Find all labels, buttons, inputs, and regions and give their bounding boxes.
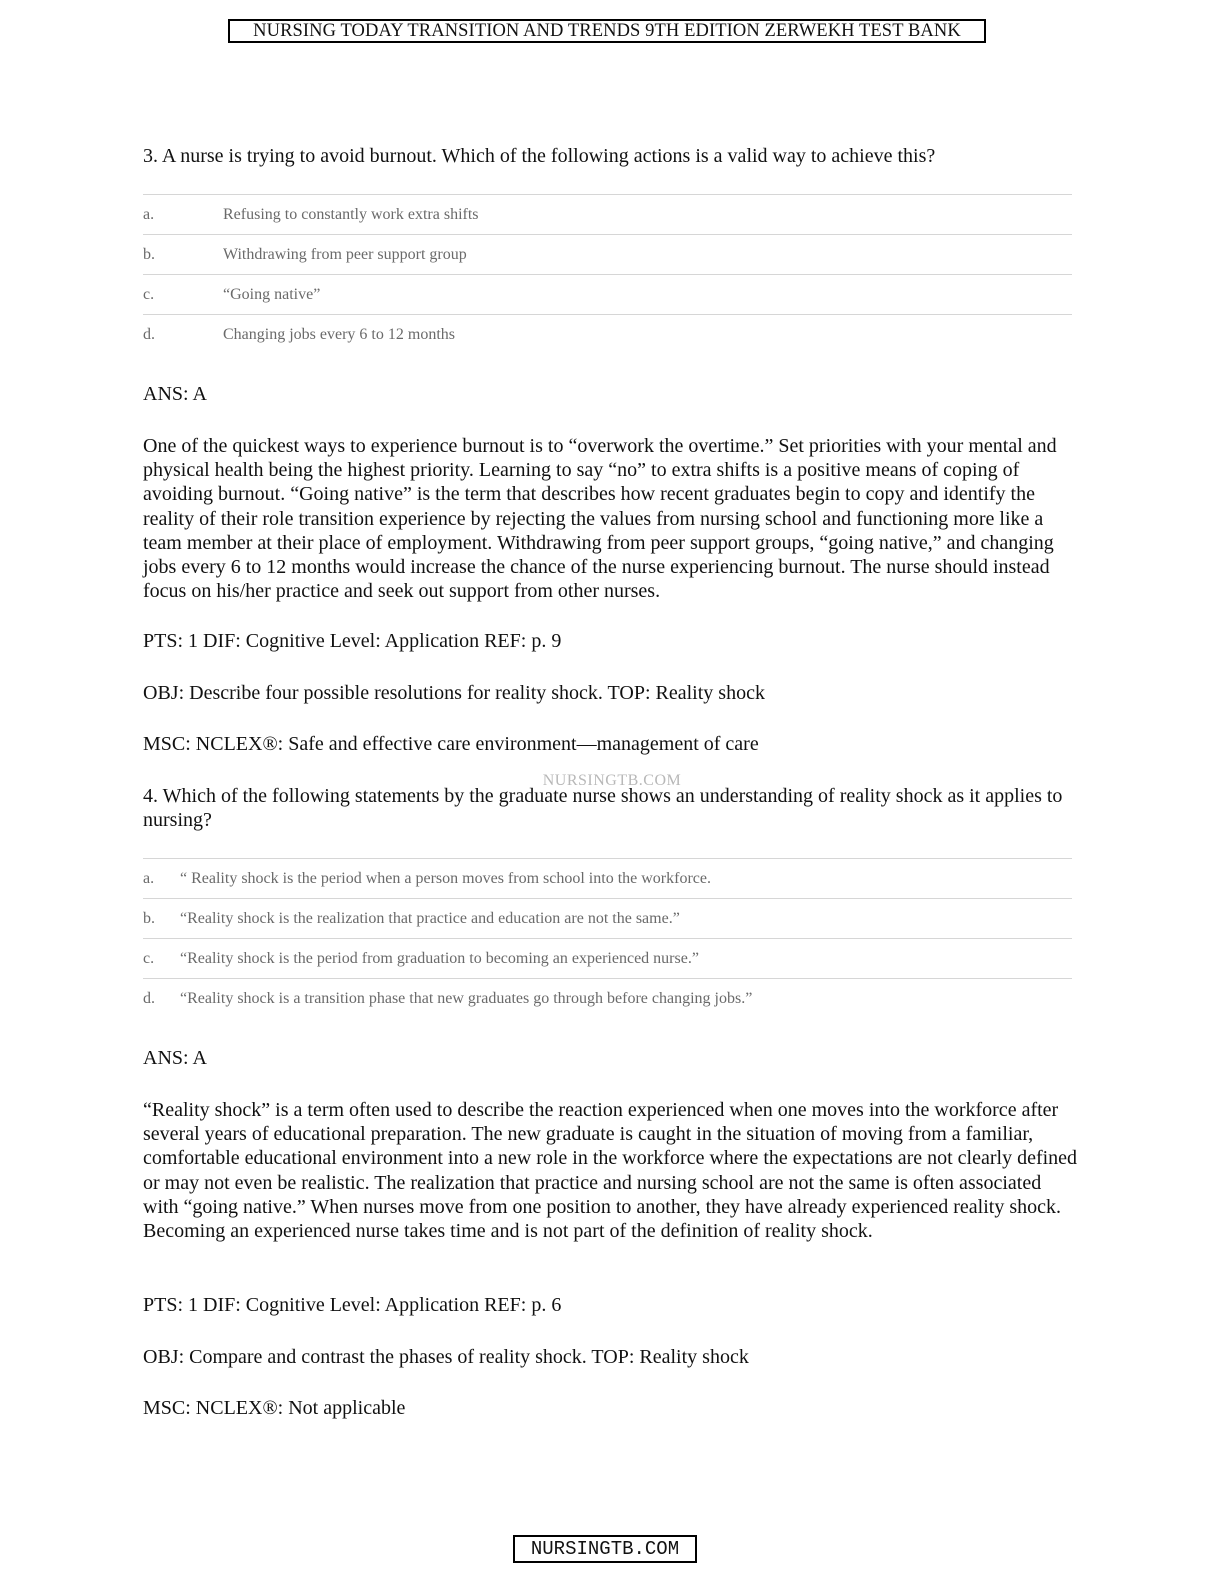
option-text: Withdrawing from peer support group xyxy=(223,245,467,263)
option-letter: c. xyxy=(143,285,155,303)
option-b xyxy=(143,898,1072,938)
question-3-stem: 3. A nurse is trying to avoid burnout. Which of the following actions is a valid way to achieve this? xyxy=(143,145,936,167)
option-a xyxy=(143,858,1072,898)
option-letter: a. xyxy=(143,205,155,223)
option-text: Changing jobs every 6 to 12 months xyxy=(223,325,455,343)
option-text: “Reality shock is the period from graduation to becoming an experienced nurse.” xyxy=(180,949,699,967)
question-4-stem: 4. Which of the following statements by the graduate nurse shows an understanding of reality shock as it applies to nursing? xyxy=(143,785,1063,831)
option-letter: c. xyxy=(143,949,155,967)
option-text: “Going native” xyxy=(223,285,321,303)
option-b xyxy=(143,234,1072,274)
question-3-options xyxy=(143,194,1072,354)
footer-site-label: NURSINGTB.COM xyxy=(513,1535,697,1563)
question-3-rationale: One of the quickest ways to experience burnout is to “overwork the overtime.” Set priorities with your mental and physical health being the highest priority. Learning to say “no” to extra shifts is a positive means of coping of avoiding burnout. “Going native” is the term that describes how recent graduates begin to copy and identify the reality of their role transition experience by rejecting the values from nursing school and functioning more like a team member at their place of employment. Withdrawing from peer support groups, “going native,” and changing jobs every 6 to 12 months would increase the chance of the nurse experiencing burnout. The nurse should instead focus on his/her practice and seek out support from other nurses. xyxy=(143,435,1057,603)
option-c xyxy=(143,938,1072,978)
question-4-msc: MSC: NCLEX®: Not applicable xyxy=(143,1397,406,1419)
option-letter: b. xyxy=(143,909,155,927)
option-letter: d. xyxy=(143,989,155,1007)
option-text: “Reality shock is the realization that practice and education are not the same.” xyxy=(180,909,680,927)
question-3-answer: ANS: A xyxy=(143,383,207,405)
question-3-pts: PTS: 1 DIF: Cognitive Level: Application REF: p. 9 xyxy=(143,630,562,652)
document-header: NURSING TODAY TRANSITION AND TRENDS 9TH EDITION ZERWEKH TEST BANK xyxy=(228,19,986,43)
option-letter: b. xyxy=(143,245,155,263)
option-a xyxy=(143,194,1072,234)
question-4-pts: PTS: 1 DIF: Cognitive Level: Application REF: p. 6 xyxy=(143,1294,562,1316)
option-d xyxy=(143,978,1072,1018)
option-letter: a. xyxy=(143,869,155,887)
option-d xyxy=(143,314,1072,354)
option-c xyxy=(143,274,1072,314)
question-3-msc: MSC: NCLEX®: Safe and effective care environment—management of care xyxy=(143,733,759,755)
option-text: “Reality shock is a transition phase that new graduates go through before changing jobs.” xyxy=(180,989,753,1007)
question-4-obj: OBJ: Compare and contrast the phases of reality shock. TOP: Reality shock xyxy=(143,1346,749,1368)
option-letter: d. xyxy=(143,325,155,343)
question-4-rationale: “Reality shock” is a term often used to describe the reaction experienced when one moves into the workforce after several years of educational preparation. The new graduate is caught in the situation of moving from a familiar, comfortable educational environment into a new role in the workforce where the expectations are not clearly defined or may not even be realistic. The realization that practice and nursing school are not the same is often associated with “going native.” When nurses move from one position to another, they have already experienced reality shock. Becoming an experienced nurse takes time and is not part of the definition of reality shock. xyxy=(143,1099,1078,1243)
option-text: “ Reality shock is the period when a person moves from school into the workforce. xyxy=(180,869,711,887)
watermark: NURSINGTB.COM xyxy=(542,772,682,789)
question-3-obj: OBJ: Describe four possible resolutions for reality shock. TOP: Reality shock xyxy=(143,682,765,704)
question-4-answer: ANS: A xyxy=(143,1047,207,1069)
question-4-options xyxy=(143,858,1072,1018)
option-text: Refusing to constantly work extra shifts xyxy=(223,205,479,223)
